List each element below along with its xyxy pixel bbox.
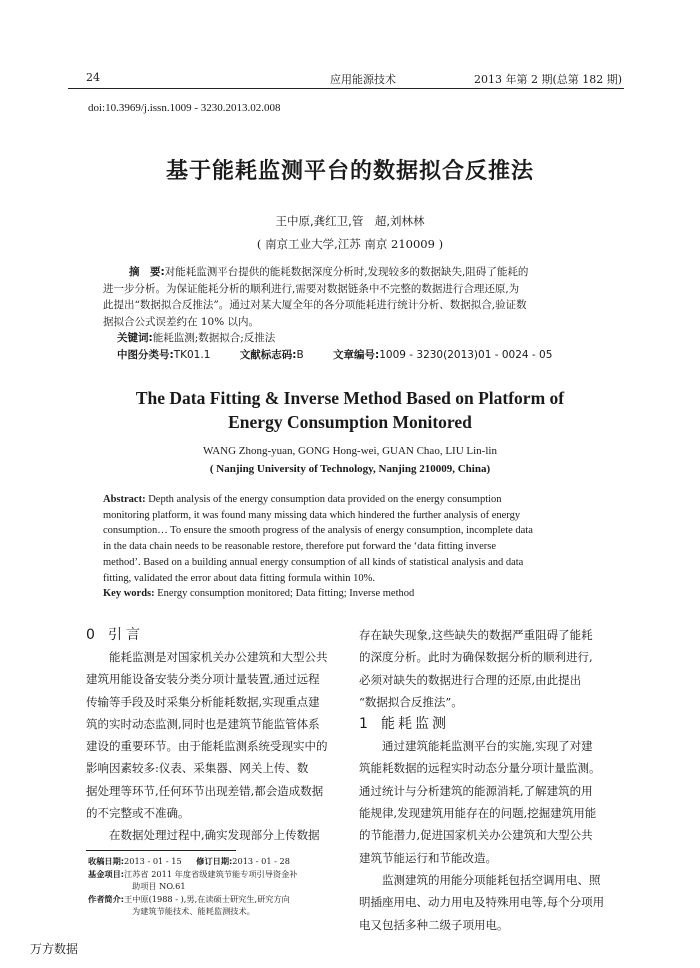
authors-cn: 王中原,龚红卫,管 超,刘林林 [275,214,425,228]
revised-label: 修订日期: [196,856,233,866]
body-right-column [359,624,617,936]
paragraph-line: 的深度分析。此时为确保数据分析的顺利进行, [359,650,593,665]
title-en-line: Energy Consumption Monitored [228,412,472,432]
journal-name: 应用能源技术 [330,73,396,86]
section-1-heading [359,713,617,735]
paragraph-line: 监测建筑的用能分项能耗包括空调用电、照 [382,872,601,887]
article-no-label: 文章编号: [333,348,380,361]
abstract-cn-line: 进一步分析。为保证能耗分析的顺利进行,需要对数据链条中不完整的数据进行合理还原,为 [103,282,520,295]
section-0-number: 0 [86,627,95,643]
section-1-number: 1 [359,716,368,733]
clc-value: TK01.1 [173,348,211,361]
doc-code-value: B [296,348,304,361]
paragraph-line: 建设的重要环节。由于能耗监测系统受现实中的 [86,739,328,754]
paragraph-line: 在数据处理过程中,确实发现部分上传数据 [109,828,320,843]
keywords-en-label: Key words: [103,588,155,600]
paragraph-line: 影响因素较多:仪表、采集器、网关上传、数 [86,761,309,776]
abstract-en-label: Abstract: [103,494,146,505]
paragraph-line: 据处理等环节,任何环节出现差错,都会造成数据 [86,783,324,798]
article-no-value: 1009 - 3230(2013)01 - 0024 - 05 [379,348,553,361]
paragraph-line: 能规律,发现建筑用能存在的问题,挖掘建筑用能 [359,806,597,821]
paragraph-line: 建筑节能运行和节能改造。 [359,850,497,865]
abstract-cn-line: 对能耗监测平台提供的能耗数据深度分析时,发现较多的数据缺失,阻碍了能耗的 [164,266,529,278]
revised-date: 2013 - 01 - 28 [232,856,290,866]
title-cn: 基于能耗监测平台的数据拟合反推法 [165,159,534,184]
affiliation-en: ( Nanjing University of Technology, Nanjing 210009, China) [209,463,491,475]
paragraph-line: 的节能潜力,促进国家机关办公建筑和大型公共 [359,828,593,843]
keywords-cn-label: 关键词: [117,332,153,344]
paragraph-line: 的不完整或不准确。 [86,806,190,821]
abstract-en-line: monitoring platform, it was found many missing data which hindered the further analysis of energy [103,509,521,521]
section-0-title: 引言 [108,627,144,643]
paragraph-line: 存在缺失现象,这些缺失的数据严重阻碍了能耗 [359,628,593,642]
abstract-en-line: method’. Based on a building annual energy consumption of all kinds of statistical analysis and data [103,556,524,568]
paragraph-line: 筑的实时动态监测,同时也是建筑节能监管体系 [86,716,320,731]
author-bio-label: 作者简介: [88,893,125,904]
fund-label: 基金项目: [88,868,125,879]
classification-line [103,347,597,364]
abstract-cn [103,264,597,363]
watermark: 万方数据 [30,942,79,956]
body-left-column [86,624,342,847]
abstract-en-line: in the data chain needs to be reasonable restore, therefore put forward the ‘data fitting inverse [103,541,497,553]
keywords-cn: 能耗监测;数据拟合;反推法 [152,332,276,344]
paragraph-line: 电又包括多种二级子项用电。 [359,917,509,932]
paragraph-line: “数据拟合反推法”。 [359,694,463,709]
affiliation-cn: ( 南京工业大学,江苏 南京 210009 ) [256,237,444,251]
paragraph-line: 通过统计与分析建筑的能源消耗,了解建筑的用 [359,783,593,798]
abstract-en [103,492,597,602]
paragraph-line: 传输等手段及时采集分析能耗数据,实现重点建 [86,694,320,709]
received-label: 收稿日期: [88,856,125,866]
author-bio-text: 王中原(1988 - ),男,在读硕士研究生,研究方向 [124,893,290,904]
abstract-cn-line: 据拟合公式误差约在 10% 以内。 [103,315,260,328]
journal-issue: 2013 年第 2 期(总第 182 期) [474,73,623,86]
paragraph-line: 能耗监测是对国家机关办公建筑和大型公共 [109,650,328,664]
paragraph-line: 通过建筑能耗监测平台的实施,实现了对建 [382,739,593,754]
author-bio-text: 为建筑节能技术、能耗监测技术。 [132,906,255,916]
abstract-en-line: Depth analysis of the energy consumption data provided on the energy consumption [148,494,502,505]
doc-code-label: 文献标志码: [239,348,297,361]
abstract-cn-line: 此提出“数据拟合反推法”。通过对某大厦全年的各分项能耗进行统计分析、数据拟合,验证数 [103,299,527,311]
fund-text: 助项目 NO.61 [132,881,186,891]
header-rule [68,88,624,89]
keywords-en: Energy consumption monitored; Data fitting; Inverse method [157,588,415,600]
received-date: 2013 - 01 - 15 [124,856,182,866]
fund-text: 江苏省 2011 年度省级建筑节能专项引导资金补 [124,868,298,879]
abstract-en-line: consumption… To ensure the smooth progress of the analysis of energy consumption, incomplete data [103,525,533,537]
paragraph-line: 必须对缺失的数据进行合理的还原,由此提出 [359,672,582,687]
paragraph-line: 建筑用能设备安装分类分项计量装置,通过远程 [86,672,320,687]
title-en [0,386,700,434]
footnotes [88,855,348,918]
footnote-rule [86,850,236,851]
paragraph-line: 明插座用电、动力用电及特殊用电等,每个分项用 [359,895,605,910]
section-0-heading [86,624,342,646]
page-number: 24 [86,71,100,84]
authors-en: WANG Zhong-yuan, GONG Hong-wei, GUAN Chao, LIU Lin-lin [203,445,497,457]
title-en-line: The Data Fitting & Inverse Method Based on Platform of [135,388,565,408]
section-1-title: 能耗监测 [381,716,449,733]
doi: doi:10.3969/j.issn.1009 - 3230.2013.02.008 [88,102,281,114]
abstract-cn-label: 摘 要: [129,266,165,278]
paragraph-line: 筑能耗数据的远程实时动态分量分项计量监测。 [359,761,601,776]
clc-label: 中图分类号: [117,348,174,361]
abstract-en-line: fitting, validated the error about data fitting formula within 10%. [103,572,376,584]
